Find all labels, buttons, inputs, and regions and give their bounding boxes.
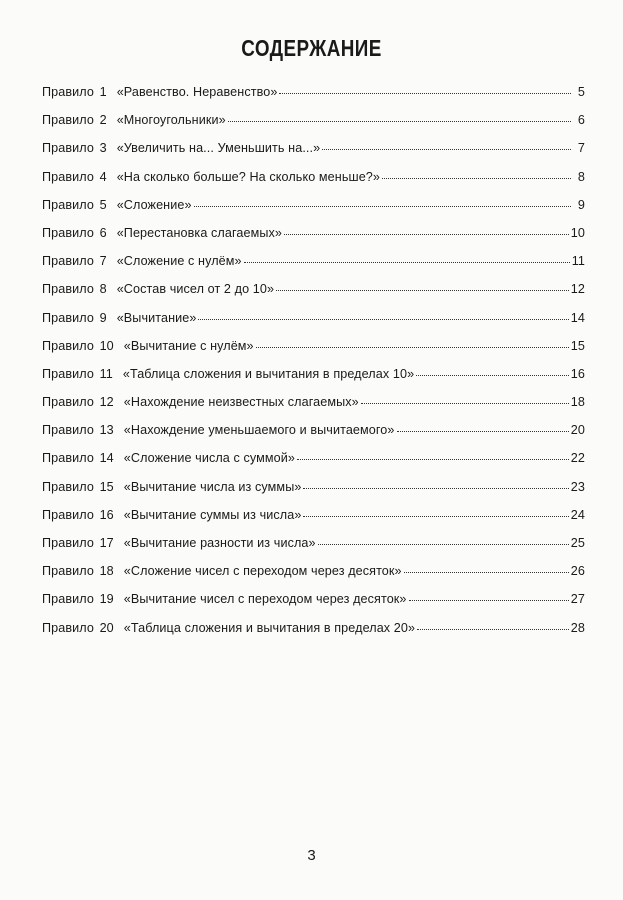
- toc-entry[interactable]: [42, 480, 585, 508]
- dot-leader: [198, 319, 568, 320]
- toc-entry[interactable]: [42, 339, 585, 367]
- toc-entry-label: [42, 170, 380, 184]
- toc-entry-page: 28: [570, 620, 585, 635]
- toc-entry[interactable]: [42, 198, 585, 226]
- toc-entry-label: [42, 592, 407, 606]
- toc-entry-number: Правило 10: [42, 338, 114, 353]
- dot-leader: [194, 206, 571, 207]
- toc-entry[interactable]: [42, 564, 585, 592]
- dot-leader: [276, 290, 569, 291]
- toc-entry-title: «Сложение»: [116, 197, 192, 212]
- toc-entry-title: «Состав чисел от 2 до 10»: [116, 282, 275, 297]
- toc-entry-number: Правило 12: [42, 395, 114, 410]
- toc-entry-label: [42, 113, 226, 127]
- toc-entry-number: Правило 14: [42, 451, 114, 466]
- dot-leader: [416, 375, 569, 376]
- toc-entry-page: 11: [571, 254, 585, 269]
- toc-entry-label: [42, 282, 274, 296]
- toc-entry-title: «Увеличить на... Уменьшить на...»: [116, 141, 321, 156]
- toc-entry-page: 23: [570, 479, 585, 494]
- dot-leader: [382, 178, 571, 179]
- toc-entry-page: 22: [570, 451, 585, 466]
- toc-entry-label: [42, 254, 242, 268]
- toc-entry-page: 15: [570, 338, 585, 353]
- toc-entry-label: [42, 564, 402, 578]
- toc-entry[interactable]: [42, 282, 585, 310]
- dot-leader: [397, 431, 569, 432]
- dot-leader: [228, 121, 571, 122]
- toc-entry[interactable]: [42, 170, 585, 198]
- toc-entry[interactable]: [42, 226, 585, 254]
- toc-entry-title: «Сложение с нулём»: [116, 254, 242, 269]
- toc-entry-number: Правило 4: [42, 169, 107, 184]
- toc-entry-title: «Перестановка слагаемых»: [116, 225, 283, 240]
- toc-entry[interactable]: [42, 254, 585, 282]
- toc-entry-label: [42, 339, 254, 353]
- toc-entry-title: «Многоугольники»: [116, 113, 226, 128]
- toc-entry[interactable]: [42, 311, 585, 339]
- dot-leader: [303, 488, 568, 489]
- toc-entry-title: «Вычитание разности из числа»: [123, 536, 316, 550]
- toc-entry-page: 7: [577, 141, 585, 156]
- toc-entry-title: «Сложение чисел с переходом через десяток»: [123, 564, 402, 579]
- toc-entry-number: Правило 13: [42, 423, 114, 438]
- toc-entry-page: 16: [570, 366, 585, 381]
- toc-entry-label: [42, 367, 414, 381]
- dot-leader: [409, 600, 569, 601]
- toc-entry-number: Правило 11: [42, 366, 113, 381]
- toc-entry-title: «Сложение числа с суммой»: [123, 451, 296, 466]
- toc-entry-number: Правило 18: [42, 564, 114, 579]
- toc-entry-label: [42, 536, 316, 550]
- toc-entry-number: Правило 15: [42, 479, 114, 494]
- toc-entry-label: [42, 141, 320, 155]
- toc-entry-page: 14: [570, 310, 585, 325]
- dot-leader: [244, 262, 570, 263]
- toc-entry-label: [42, 508, 301, 522]
- toc-entry-label: [42, 85, 277, 99]
- toc-entry-number: Правило 3: [42, 141, 107, 156]
- toc-entry-title: «Нахождение уменьшаемого и вычитаемого»: [123, 423, 395, 438]
- toc-entry-number: Правило 20: [42, 620, 114, 635]
- toc-entry-number: Правило 17: [42, 536, 114, 550]
- toc-entry[interactable]: [42, 536, 585, 564]
- toc-entry-label: [42, 395, 359, 409]
- toc-entry-page: 9: [577, 197, 585, 212]
- toc-entry-title: «Нахождение неизвестных слагаемых»: [123, 395, 359, 410]
- toc-entry[interactable]: [42, 621, 585, 649]
- toc-entry-number: Правило 7: [42, 254, 107, 269]
- toc-entry-page: 12: [570, 282, 585, 297]
- toc-entry-label: [42, 423, 395, 437]
- toc-entry-number: Правило 5: [42, 197, 107, 212]
- dot-leader: [361, 403, 569, 404]
- toc-entry-title: «Таблица сложения и вычитания в пределах 10»: [122, 366, 415, 381]
- toc-entry-label: [42, 451, 295, 465]
- toc-entry[interactable]: [42, 141, 585, 169]
- toc-entry-page: 27: [570, 592, 585, 607]
- dot-leader: [318, 544, 569, 545]
- toc-entry-page: 5: [577, 85, 585, 99]
- toc-entry-page: 8: [577, 169, 585, 184]
- toc-entry-page: 6: [577, 113, 585, 128]
- toc-entry-label: [42, 311, 196, 325]
- dot-leader: [404, 572, 569, 573]
- toc-entry-page: 20: [570, 423, 585, 438]
- toc-entry[interactable]: [42, 508, 585, 536]
- toc-entry[interactable]: [42, 592, 585, 620]
- toc-entry[interactable]: [42, 451, 585, 479]
- page-title: СОДЕРЖАНИЕ: [241, 35, 382, 61]
- toc-entry[interactable]: [42, 423, 585, 451]
- toc-entry-label: [42, 226, 282, 240]
- toc-entry[interactable]: [42, 113, 585, 141]
- toc-entry-title: «Вычитание числа из суммы»: [123, 479, 302, 494]
- toc-entry-title: «Вычитание суммы из числа»: [123, 507, 302, 522]
- toc-entry-page: 26: [570, 564, 585, 579]
- toc-entry-page: 24: [570, 507, 585, 522]
- dot-leader: [279, 93, 571, 94]
- toc-entry-number: Правило 16: [42, 507, 114, 522]
- toc-entry-label: [42, 621, 415, 635]
- toc-entry-number: Правило 19: [42, 592, 114, 607]
- toc-entry-page: 10: [570, 225, 585, 240]
- dot-leader: [297, 459, 569, 460]
- toc-entry-title: «Таблица сложения и вычитания в пределах 20»: [123, 620, 416, 635]
- table-of-contents: [42, 85, 585, 649]
- toc-entry-title: «Вычитание чисел с переходом через десяток»: [123, 592, 407, 607]
- toc-entry-page: 18: [570, 395, 585, 410]
- toc-entry-title: «Вычитание»: [116, 310, 197, 325]
- dot-leader: [417, 629, 569, 630]
- toc-entry[interactable]: [42, 367, 585, 395]
- toc-entry[interactable]: [42, 85, 585, 113]
- toc-entry-label: [42, 198, 192, 212]
- dot-leader: [322, 149, 571, 150]
- toc-entry-label: [42, 480, 301, 494]
- toc-entry-number: Правило 1: [42, 85, 107, 99]
- toc-entry-title: «Вычитание с нулём»: [123, 338, 254, 353]
- toc-entry-title: «На сколько больше? На сколько меньше?»: [116, 169, 381, 184]
- toc-entry-title: «Равенство. Неравенство»: [116, 85, 278, 99]
- dot-leader: [256, 347, 569, 348]
- dot-leader: [284, 234, 569, 235]
- page-number: 3: [307, 847, 316, 864]
- toc-entry-number: Правило 2: [42, 113, 107, 128]
- toc-entry-number: Правило 6: [42, 225, 107, 240]
- toc-entry-page: 25: [570, 536, 585, 550]
- dot-leader: [303, 516, 568, 517]
- toc-entry-number: Правило 9: [42, 310, 107, 325]
- toc-entry[interactable]: [42, 395, 585, 423]
- toc-entry-number: Правило 8: [42, 282, 107, 297]
